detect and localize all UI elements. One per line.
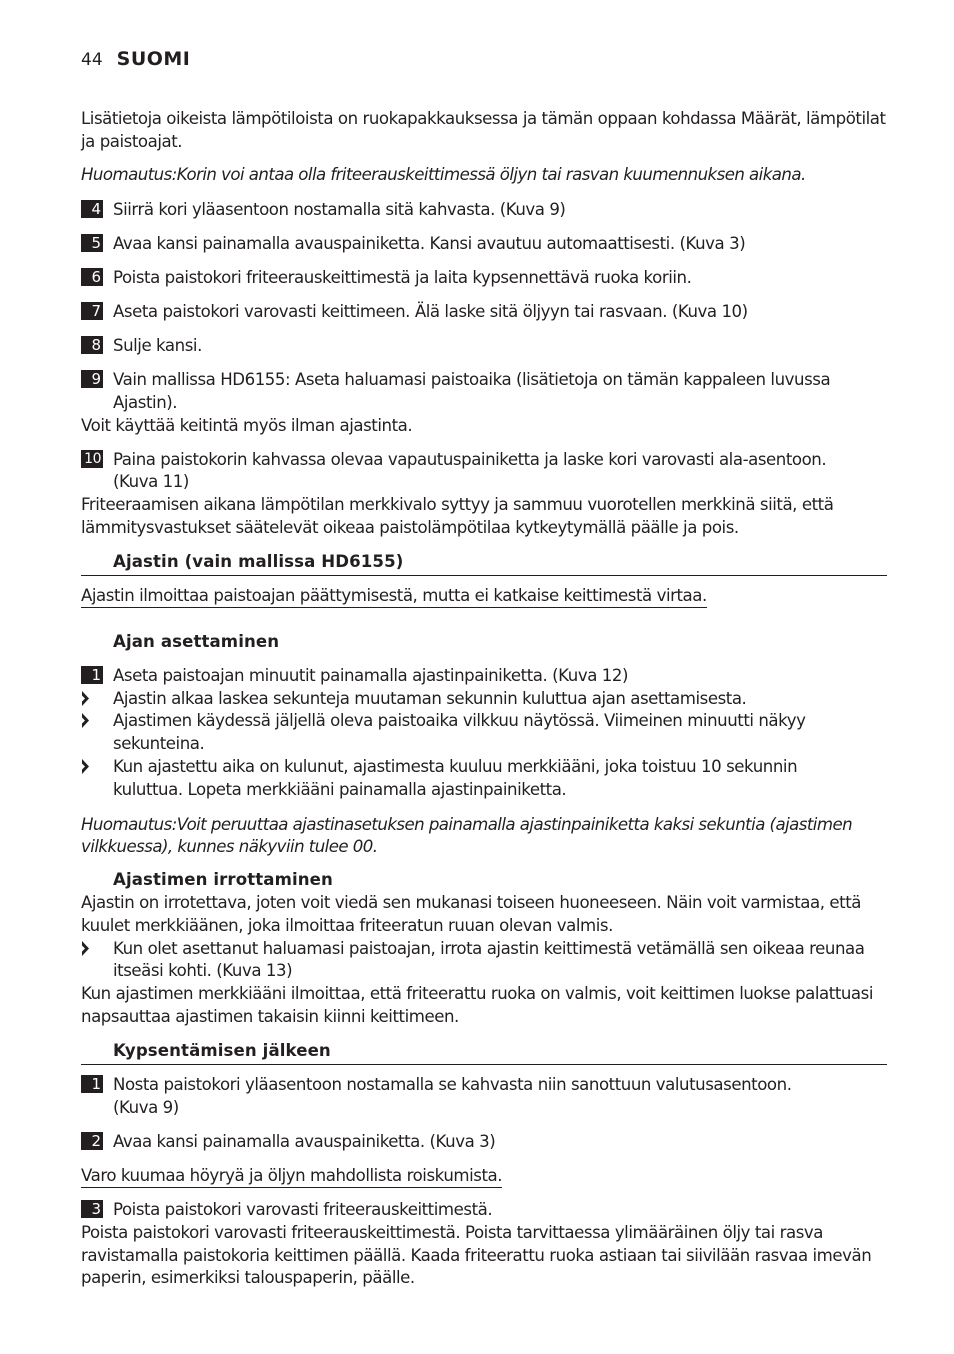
paragraph-line: Kun ajastimen merkkiääni ilmoittaa, että friteerattu ruoka on valmis, voit keittimen luokse palattuasi [81,984,874,1003]
step-text: Poista paistokori varovasti friteerauskeittimestä. [113,1200,493,1219]
bullet-text-continuation: itseäsi kohti. (Kuva 13) [113,961,293,980]
note-text: vilkkuessa), kunnes näkyviin tulee 00. [81,837,378,856]
step-followup-text: lämmitysvastukset säätelevät oikeaa paistolämpötilaa kytkeytymällä päälle ja pois. [81,518,739,537]
bullet-text: Kun ajastettu aika on kulunut, ajastimesta kuuluu merkkiääni, joka toistuu 10 sekunnin [113,757,798,776]
bullet-icon [81,691,90,706]
paragraph-line: ravistamalla paistokoria keittimen päällä. Kaada friteerattu ruoka astiaan tai siivilään rasvaa imevän [81,1246,872,1265]
page-header [81,48,190,74]
step-text: Aseta paistoajan minuutit painamalla ajastinpainiketta. (Kuva 12) [113,666,628,685]
section-heading-after-cooking: Kypsentämisen jälkeen [113,1041,331,1060]
step-number: 3 [81,1200,103,1218]
intro-note: Huomautus:Korin voi antaa olla friteerauskeittimessä öljyn tai rasvan kuumennuksen aikana. [81,165,806,184]
step-number: 1 [81,1075,103,1093]
language-title: SUOMI [116,48,191,70]
step-number: 6 [81,268,103,286]
intro-paragraph-line: Lisätietoja oikeista lämpötiloista on ruokapakkauksessa ja tämän oppaan kohdassa Määrät, lämpötilat [81,109,886,128]
step-text: Paina paistokorin kahvassa olevaa vapautuspainiketta ja laske kori varovasti ala-asentoon. [113,450,827,469]
intro-paragraph-line: ja paistoajat. [81,132,183,151]
step-text: Avaa kansi painamalla avauspainiketta. (Kuva 3) [113,1132,496,1151]
step-followup-text: Friteeraamisen aikana lämpötilan merkkivalo syttyy ja sammuu vuorotellen merkkinä siitä, että [81,495,834,514]
step-followup-text: Voit käyttää keitintä myös ilman ajastinta. [81,416,413,435]
step-text: Poista paistokori friteerauskeittimestä ja laita kypsennettävä ruoka koriin. [113,268,692,287]
bullet-text-continuation: sekunteina. [113,734,205,753]
step-number: 8 [81,336,103,354]
step-text: Vain mallissa HD6155: Aseta haluamasi paistoaika (lisätietoja on tämän kappaleen luvussa [113,370,831,389]
step-text: Aseta paistokori varovasti keittimeen. Älä laske sitä öljyyn tai rasvaan. (Kuva 10) [113,302,748,321]
step-text: Siirrä kori yläasentoon nostamalla sitä kahvasta. (Kuva 9) [113,200,566,219]
step-text: Avaa kansi painamalla avauspainiketta. Kansi avautuu automaattisesti. (Kuva 3) [113,234,746,253]
step-text-continuation: (Kuva 11) [113,472,189,491]
bullet-icon [81,713,90,728]
step-number: 9 [81,370,103,388]
bullet-text: Ajastin alkaa laskea sekunteja muutaman sekunnin kuluttua ajan asettamisesta. [113,689,747,708]
section-heading-timer: Ajastin (vain mallissa HD6155) [113,552,404,571]
section-rule [81,575,887,576]
step-number: 2 [81,1132,103,1150]
subheading-detach-timer: Ajastimen irrottaminen [113,870,333,889]
paragraph-line: napsauttaa ajastimen takaisin kiinni keittimeen. [81,1007,459,1026]
step-text-continuation: Ajastin). [113,393,178,412]
step-number: 1 [81,666,103,684]
caution-text: Ajastin ilmoittaa paistoajan päättymisestä, mutta ei katkaise keittimestä virtaa. [81,584,707,608]
bullet-text-continuation: kuluttua. Lopeta merkkiääni painamalla ajastinpainiketta. [113,780,567,799]
paragraph-line: kuulet merkkiäänen, joka ilmoittaa friteeratun ruuan olevan valmis. [81,916,613,935]
step-text: Sulje kansi. [113,336,202,355]
bullet-icon [81,941,90,956]
step-number: 10 [81,450,103,468]
paragraph-line: paperin, esimerkiksi talouspaperin, päälle. [81,1268,415,1287]
bullet-icon [81,759,90,774]
step-number: 7 [81,302,103,320]
caution-text: Varo kuumaa höyryä ja öljyn mahdollista roiskumista. [81,1164,502,1188]
paragraph-line: Ajastin on irrotettava, joten voit viedä sen mukanasi toiseen huoneeseen. Näin voit varmistaa, että [81,893,861,912]
page-number: 44 [81,50,103,70]
step-text-continuation: (Kuva 9) [113,1098,179,1117]
bullet-text: Ajastimen käydessä jäljellä oleva paistoaika vilkkuu näytössä. Viimeinen minuutti näkyy [113,711,806,730]
note-text: Huomautus:Voit peruuttaa ajastinasetuksen painamalla ajastinpainiketta kaksi sekuntia (ajastimen [81,815,853,834]
bullet-text: Kun olet asettanut haluamasi paistoajan, irrota ajastin keittimestä vetämällä sen oikeaa reunaa [113,939,865,958]
subheading-setting-time: Ajan asettaminen [113,632,280,651]
step-text: Nosta paistokori yläasentoon nostamalla se kahvasta niin sanottuun valutusasentoon. [113,1075,792,1094]
step-number: 4 [81,200,103,218]
step-number: 5 [81,234,103,252]
paragraph-line: Poista paistokori varovasti friteerauskeittimestä. Poista tarvittaessa ylimääräinen öljy tai rasva [81,1223,823,1242]
section-rule [81,1064,887,1065]
